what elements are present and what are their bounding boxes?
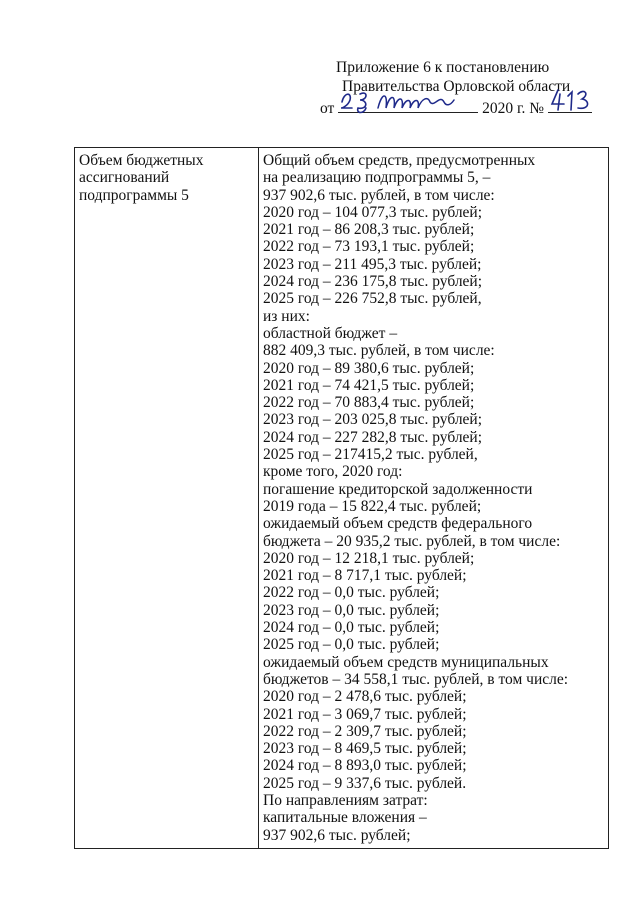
content-line: 2021 год – 3 069,7 тыс. рублей; (263, 705, 467, 723)
content-line: 2022 год – 73 193,1 тыс. рублей; (263, 238, 475, 256)
content-line: 937 902,6 тыс. рублей, в том числе: (263, 186, 495, 204)
content-line: 2024 год – 227 282,8 тыс. рублей; (263, 428, 483, 446)
budget-allocation-table (74, 147, 609, 849)
handwritten-date-signature (338, 88, 478, 112)
content-line: 2021 год – 86 208,3 тыс. рублей; (263, 221, 475, 239)
content-line: 2024 год – 8 893,0 тыс. рублей; (263, 757, 467, 775)
content-line: 2025 год – 0,0 тыс. рублей; (263, 636, 440, 654)
content-line: 882 409,3 тыс. рублей, в том числе: (263, 342, 495, 360)
content-line: ожидаемый объем средств федерального (263, 515, 533, 533)
content-line: 2023 год – 8 469,5 тыс. рублей; (263, 740, 467, 758)
content-line: 2021 год – 74 421,5 тыс. рублей; (263, 376, 475, 394)
content-line: бюджета – 20 935,2 тыс. рублей, в том числе: (263, 532, 561, 550)
document-header (318, 58, 618, 118)
content-line: 2019 года – 15 822,4 тыс. рублей; (263, 497, 482, 515)
row-content-cell (259, 148, 609, 849)
content-line: 2025 год – 226 752,8 тыс. рублей, (263, 290, 482, 308)
content-line: 2024 год – 0,0 тыс. рублей; (263, 619, 440, 637)
handwritten-number-field (548, 96, 592, 113)
handwritten-date-field (338, 96, 478, 113)
handwritten-number-signature (548, 88, 592, 112)
content-line: 2022 год – 0,0 тыс. рублей; (263, 584, 440, 602)
content-line: на реализацию подпрограммы 5, – (263, 169, 491, 187)
content-line: 2023 год – 203 025,8 тыс. рублей; (263, 411, 483, 429)
content-line: 2025 год – 9 337,6 тыс. рублей. (263, 774, 467, 792)
content-line: областной бюджет – (263, 324, 398, 342)
content-line: капитальные вложения – (263, 809, 427, 827)
content-line: ожидаемый объем средств муниципальных (263, 653, 549, 671)
appendix-title: Приложение 6 к постановлению (336, 59, 550, 76)
from-label: от (320, 100, 335, 117)
government-line: Правительства Орловской области (342, 78, 571, 95)
content-line: 2020 год – 89 380,6 тыс. рублей; (263, 359, 475, 377)
content-line: 2022 год – 70 883,4 тыс. рублей; (263, 394, 475, 412)
year-number-label: 2020 г. № (482, 100, 545, 117)
content-line: 2020 год – 12 218,1 тыс. рублей; (263, 549, 475, 567)
row-label-line: подпрограммы 5 (79, 186, 189, 204)
content-line: Общий объем средств, предусмотренных (263, 152, 536, 169)
row-label-cell (75, 148, 259, 849)
content-line: 2022 год – 2 309,7 тыс. рублей; (263, 722, 467, 740)
content-line: 2024 год – 236 175,8 тыс. рублей; (263, 273, 483, 291)
date-number-line (318, 96, 618, 118)
content-line: 2023 год – 211 495,3 тыс. рублей; (263, 255, 482, 273)
content-line: из них: (263, 307, 310, 325)
content-line: 2020 год – 104 077,3 тыс. рублей; (263, 203, 483, 221)
content-line: 2025 год – 217415,2 тыс. рублей, (263, 446, 478, 464)
content-line: 937 902,6 тыс. рублей; (263, 826, 411, 844)
content-line: 2021 год – 8 717,1 тыс. рублей; (263, 567, 467, 585)
content-line: 2023 год – 0,0 тыс. рублей; (263, 601, 440, 619)
row-label-line: Объем бюджетных (79, 152, 204, 169)
content-line: бюджетов – 34 558,1 тыс. рублей, в том числе: (263, 670, 569, 688)
row-label-line: ассигнований (79, 169, 170, 187)
content-line: 2020 год – 2 478,6 тыс. рублей; (263, 688, 467, 706)
content-line: погашение кредиторской задолженности (263, 480, 533, 498)
content-line: кроме того, 2020 год: (263, 463, 403, 481)
table-row (75, 148, 609, 849)
content-line: По направлениям затрат: (263, 791, 428, 809)
